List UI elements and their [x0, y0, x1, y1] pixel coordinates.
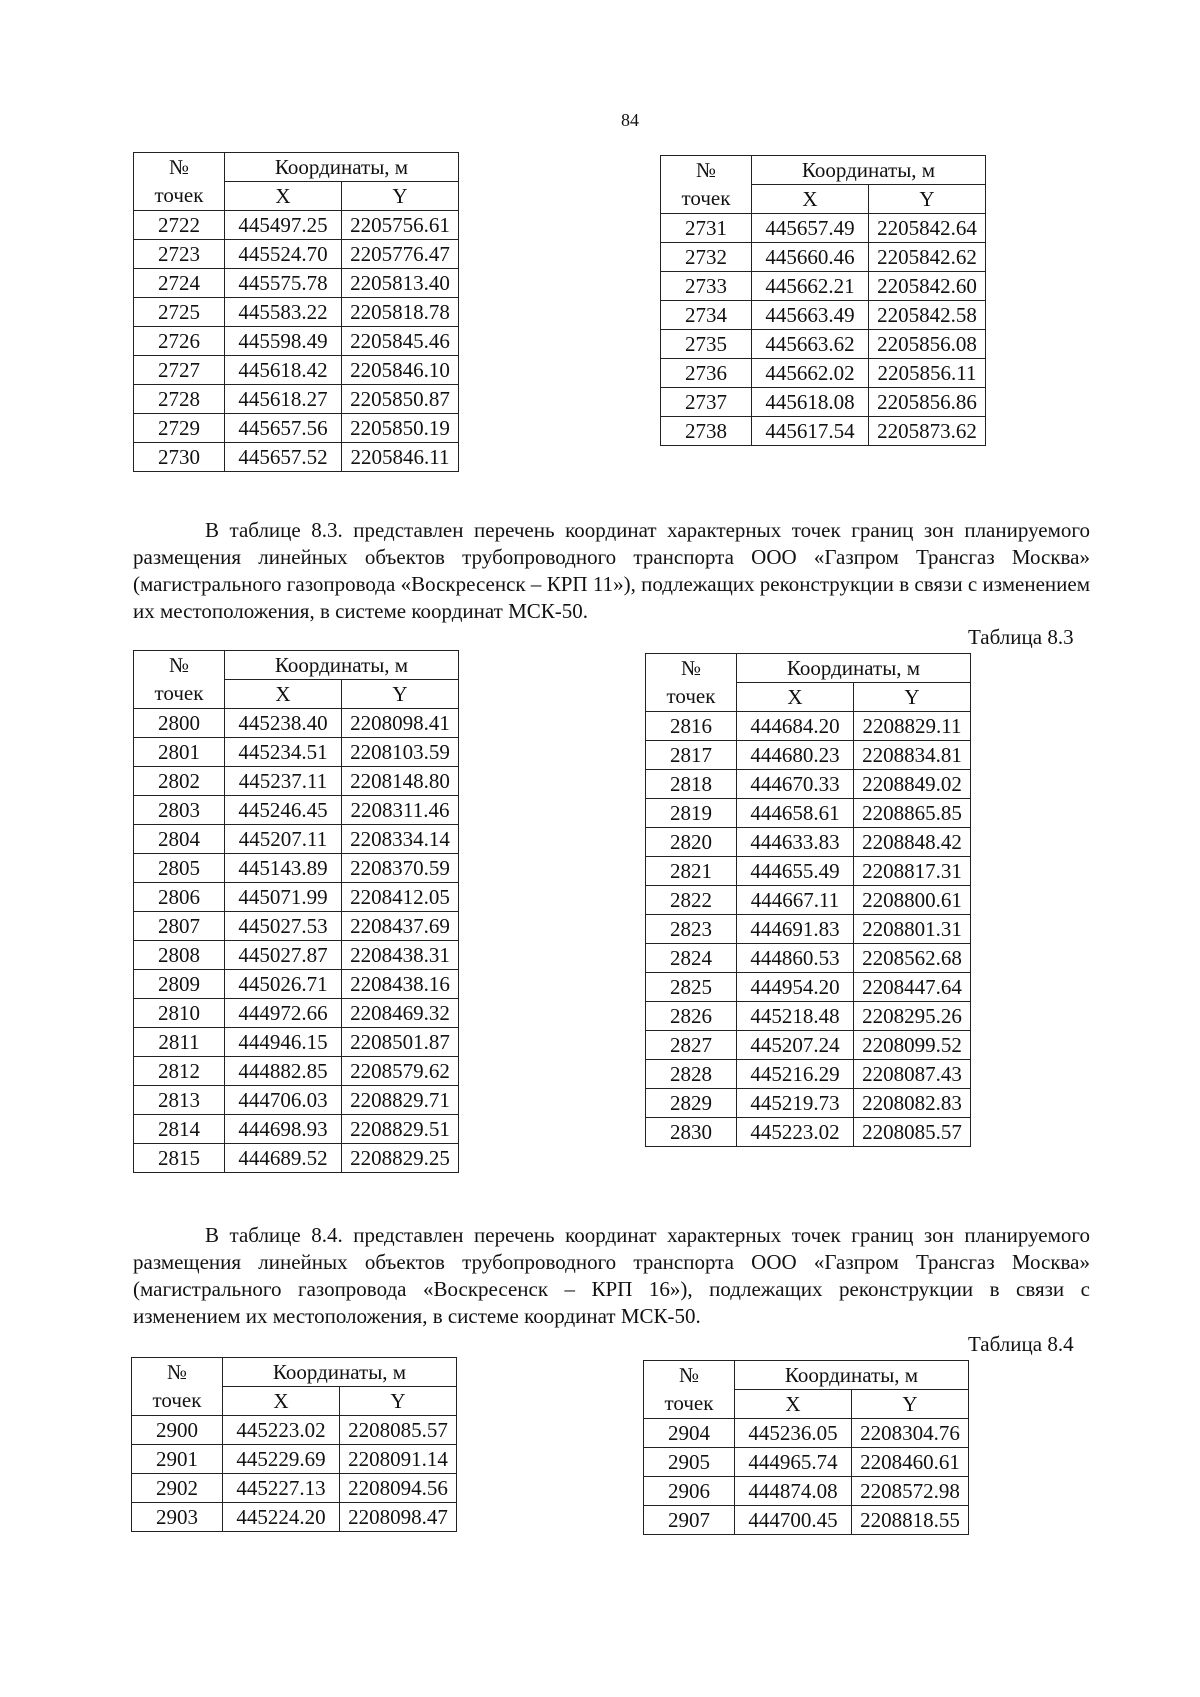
x-coordinate-cell: 445662.21 — [752, 272, 869, 301]
point-number-cell: 2728 — [134, 385, 225, 414]
point-number-cell: 2824 — [646, 944, 737, 973]
point-number-cell: 2734 — [661, 301, 752, 330]
x-coordinate-cell: 445662.02 — [752, 359, 869, 388]
y-coordinate-cell: 2205842.64 — [869, 214, 986, 243]
table-row — [646, 1002, 971, 1031]
table-row — [661, 214, 986, 243]
point-number-cell: 2811 — [134, 1028, 225, 1057]
x-coordinate-cell: 445524.70 — [225, 240, 342, 269]
paragraph-text: В таблице 8.3. представлен перечень координат характерных точек границ зон планируемого размещения линейных объектов трубопроводного транспорта ООО «Газпром Трансгаз Москва» (магистрального газопровода «Воскресенск – КРП 11»), подлежащих реконструкции в связи с изменением их местоположения, в системе координат МСК-50. — [133, 518, 1090, 623]
table-row — [661, 272, 986, 301]
table-row — [661, 359, 986, 388]
header-x: X — [737, 683, 854, 712]
coords-table-8-3-right — [645, 653, 971, 1147]
x-coordinate-cell: 445143.89 — [225, 854, 342, 883]
x-coordinate-cell: 445223.02 — [223, 1416, 340, 1445]
header-y: Y — [342, 680, 459, 709]
header-x: X — [735, 1390, 852, 1419]
table-row — [644, 1506, 969, 1535]
header-y: Y — [869, 185, 986, 214]
x-coordinate-cell: 445026.71 — [225, 970, 342, 999]
point-number-cell: 2818 — [646, 770, 737, 799]
x-coordinate-cell: 444667.11 — [737, 886, 854, 915]
table-row — [646, 1031, 971, 1060]
x-coordinate-cell: 444965.74 — [735, 1448, 852, 1477]
point-number-cell: 2814 — [134, 1115, 225, 1144]
y-coordinate-cell: 2208865.85 — [854, 799, 971, 828]
y-coordinate-cell: 2205873.62 — [869, 417, 986, 446]
table-row — [661, 243, 986, 272]
point-number-cell: 2823 — [646, 915, 737, 944]
y-coordinate-cell: 2208304.76 — [852, 1419, 969, 1448]
point-number-cell: 2809 — [134, 970, 225, 999]
x-coordinate-cell: 444882.85 — [225, 1057, 342, 1086]
point-number-cell: 2810 — [134, 999, 225, 1028]
y-coordinate-cell: 2208412.05 — [342, 883, 459, 912]
table-row — [644, 1477, 969, 1506]
point-number-cell: 2826 — [646, 1002, 737, 1031]
table-row — [646, 828, 971, 857]
y-coordinate-cell: 2205846.11 — [342, 443, 459, 472]
x-coordinate-cell: 445663.62 — [752, 330, 869, 359]
x-coordinate-cell: 445229.69 — [223, 1445, 340, 1474]
point-number-cell: 2735 — [661, 330, 752, 359]
point-number-cell: 2812 — [134, 1057, 225, 1086]
y-coordinate-cell: 2208091.14 — [340, 1445, 457, 1474]
coords-table-8-2-right — [660, 155, 986, 446]
x-coordinate-cell: 445657.52 — [225, 443, 342, 472]
coords-table-8-4-right — [643, 1360, 969, 1535]
point-number-cell: 2800 — [134, 709, 225, 738]
table-row — [646, 886, 971, 915]
x-coordinate-cell: 445583.22 — [225, 298, 342, 327]
paragraph-table-8-4-intro — [133, 1222, 1090, 1330]
point-number-cell: 2903 — [132, 1503, 223, 1532]
table-row — [661, 330, 986, 359]
point-number-cell: 2725 — [134, 298, 225, 327]
page-number: 84 — [621, 110, 639, 130]
table-row — [132, 1503, 457, 1532]
y-coordinate-cell: 2208311.46 — [342, 796, 459, 825]
point-number-cell: 2730 — [134, 443, 225, 472]
header-x: X — [223, 1387, 340, 1416]
y-coordinate-cell: 2205756.61 — [342, 211, 459, 240]
header-points: точек — [134, 182, 225, 211]
table-header-row — [134, 651, 459, 680]
point-number-cell: 2805 — [134, 854, 225, 883]
table-header-row — [134, 182, 459, 211]
coords-table-8-4-left — [131, 1357, 457, 1532]
y-coordinate-cell: 2208460.61 — [852, 1448, 969, 1477]
point-number-cell: 2803 — [134, 796, 225, 825]
header-y: Y — [852, 1390, 969, 1419]
table-row — [132, 1445, 457, 1474]
table-row — [134, 796, 459, 825]
y-coordinate-cell: 2208148.80 — [342, 767, 459, 796]
table-row — [134, 709, 459, 738]
y-coordinate-cell: 2205776.47 — [342, 240, 459, 269]
header-num: № — [134, 651, 225, 680]
point-number-cell: 2830 — [646, 1118, 737, 1147]
x-coordinate-cell: 444658.61 — [737, 799, 854, 828]
table-row — [134, 738, 459, 767]
point-number-cell: 2736 — [661, 359, 752, 388]
y-coordinate-cell: 2208829.71 — [342, 1086, 459, 1115]
table-row — [134, 443, 459, 472]
y-coordinate-cell: 2205842.62 — [869, 243, 986, 272]
y-coordinate-cell: 2208834.81 — [854, 741, 971, 770]
point-number-cell: 2723 — [134, 240, 225, 269]
point-number-cell: 2727 — [134, 356, 225, 385]
table-row — [134, 298, 459, 327]
point-number-cell: 2722 — [134, 211, 225, 240]
table-row — [134, 1086, 459, 1115]
table-row — [661, 301, 986, 330]
x-coordinate-cell: 444698.93 — [225, 1115, 342, 1144]
y-coordinate-cell: 2208800.61 — [854, 886, 971, 915]
point-number-cell: 2813 — [134, 1086, 225, 1115]
point-number-cell: 2724 — [134, 269, 225, 298]
y-coordinate-cell: 2208370.59 — [342, 854, 459, 883]
table-row — [134, 1028, 459, 1057]
x-coordinate-cell: 445497.25 — [225, 211, 342, 240]
y-coordinate-cell: 2208579.62 — [342, 1057, 459, 1086]
table-row — [646, 944, 971, 973]
x-coordinate-cell: 445216.29 — [737, 1060, 854, 1089]
table-row — [646, 799, 971, 828]
table-caption-8-4: Таблица 8.4 — [968, 1332, 1074, 1356]
y-coordinate-cell: 2205856.11 — [869, 359, 986, 388]
table-row — [661, 417, 986, 446]
x-coordinate-cell: 445598.49 — [225, 327, 342, 356]
x-coordinate-cell: 445657.56 — [225, 414, 342, 443]
y-coordinate-cell: 2208082.83 — [854, 1089, 971, 1118]
table-row — [134, 211, 459, 240]
y-coordinate-cell: 2205846.10 — [342, 356, 459, 385]
x-coordinate-cell: 445663.49 — [752, 301, 869, 330]
point-number-cell: 2817 — [646, 741, 737, 770]
y-coordinate-cell: 2208801.31 — [854, 915, 971, 944]
point-number-cell: 2901 — [132, 1445, 223, 1474]
y-coordinate-cell: 2208501.87 — [342, 1028, 459, 1057]
x-coordinate-cell: 445223.02 — [737, 1118, 854, 1147]
y-coordinate-cell: 2208829.11 — [854, 712, 971, 741]
point-number-cell: 2806 — [134, 883, 225, 912]
x-coordinate-cell: 445027.87 — [225, 941, 342, 970]
y-coordinate-cell: 2208848.42 — [854, 828, 971, 857]
x-coordinate-cell: 445027.53 — [225, 912, 342, 941]
table-row — [134, 356, 459, 385]
y-coordinate-cell: 2208437.69 — [342, 912, 459, 941]
x-coordinate-cell: 445660.46 — [752, 243, 869, 272]
x-coordinate-cell: 444684.20 — [737, 712, 854, 741]
x-coordinate-cell: 444946.15 — [225, 1028, 342, 1057]
x-coordinate-cell: 445237.11 — [225, 767, 342, 796]
point-number-cell: 2815 — [134, 1144, 225, 1173]
table-header-row — [134, 680, 459, 709]
point-number-cell: 2801 — [134, 738, 225, 767]
table-row — [661, 388, 986, 417]
point-number-cell: 2737 — [661, 388, 752, 417]
table-row — [134, 912, 459, 941]
x-coordinate-cell: 445234.51 — [225, 738, 342, 767]
table-row — [134, 883, 459, 912]
table-row — [134, 941, 459, 970]
point-number-cell: 2729 — [134, 414, 225, 443]
table-row — [644, 1448, 969, 1477]
y-coordinate-cell: 2205842.58 — [869, 301, 986, 330]
header-coordinates: Координаты, м — [737, 654, 971, 683]
coords-table-8-2-left — [133, 152, 459, 472]
x-coordinate-cell: 444954.20 — [737, 973, 854, 1002]
header-points: точек — [134, 680, 225, 709]
point-number-cell: 2905 — [644, 1448, 735, 1477]
y-coordinate-cell: 2205850.87 — [342, 385, 459, 414]
y-coordinate-cell: 2208087.43 — [854, 1060, 971, 1089]
table-header-row — [644, 1361, 969, 1390]
x-coordinate-cell: 445071.99 — [225, 883, 342, 912]
header-y: Y — [854, 683, 971, 712]
y-coordinate-cell: 2208829.25 — [342, 1144, 459, 1173]
table-row — [134, 767, 459, 796]
y-coordinate-cell: 2208438.31 — [342, 941, 459, 970]
point-number-cell: 2827 — [646, 1031, 737, 1060]
point-number-cell: 2807 — [134, 912, 225, 941]
point-number-cell: 2829 — [646, 1089, 737, 1118]
table-row — [134, 269, 459, 298]
x-coordinate-cell: 444874.08 — [735, 1477, 852, 1506]
table-row — [134, 1144, 459, 1173]
table-row — [646, 915, 971, 944]
y-coordinate-cell: 2208334.14 — [342, 825, 459, 854]
y-coordinate-cell: 2208099.52 — [854, 1031, 971, 1060]
table-row — [134, 854, 459, 883]
table-row — [134, 999, 459, 1028]
table-row — [644, 1419, 969, 1448]
header-x: X — [225, 680, 342, 709]
x-coordinate-cell: 445246.45 — [225, 796, 342, 825]
coords-table-8-3-left — [133, 650, 459, 1173]
x-coordinate-cell: 445238.40 — [225, 709, 342, 738]
point-number-cell: 2906 — [644, 1477, 735, 1506]
table-caption-8-3: Таблица 8.3 — [968, 625, 1074, 649]
y-coordinate-cell: 2205813.40 — [342, 269, 459, 298]
table-row — [646, 973, 971, 1002]
table-header-row — [646, 683, 971, 712]
header-num: № — [134, 153, 225, 182]
y-coordinate-cell: 2208829.51 — [342, 1115, 459, 1144]
table-row — [134, 825, 459, 854]
paragraph-table-8-3-intro — [133, 517, 1090, 625]
header-points: точек — [661, 185, 752, 214]
y-coordinate-cell: 2208818.55 — [852, 1506, 969, 1535]
x-coordinate-cell: 445618.42 — [225, 356, 342, 385]
point-number-cell: 2907 — [644, 1506, 735, 1535]
table-header-row — [644, 1390, 969, 1419]
y-coordinate-cell: 2205856.08 — [869, 330, 986, 359]
table-row — [134, 1115, 459, 1144]
y-coordinate-cell: 2205842.60 — [869, 272, 986, 301]
point-number-cell: 2804 — [134, 825, 225, 854]
y-coordinate-cell: 2208469.32 — [342, 999, 459, 1028]
y-coordinate-cell: 2205818.78 — [342, 298, 459, 327]
x-coordinate-cell: 445657.49 — [752, 214, 869, 243]
y-coordinate-cell: 2205856.86 — [869, 388, 986, 417]
table-row — [134, 414, 459, 443]
y-coordinate-cell: 2208098.41 — [342, 709, 459, 738]
y-coordinate-cell: 2205845.46 — [342, 327, 459, 356]
point-number-cell: 2900 — [132, 1416, 223, 1445]
header-coordinates: Координаты, м — [223, 1358, 457, 1387]
y-coordinate-cell: 2208094.56 — [340, 1474, 457, 1503]
x-coordinate-cell: 444689.52 — [225, 1144, 342, 1173]
table-row — [132, 1474, 457, 1503]
header-coordinates: Координаты, м — [735, 1361, 969, 1390]
header-y: Y — [342, 182, 459, 211]
x-coordinate-cell: 444706.03 — [225, 1086, 342, 1115]
x-coordinate-cell: 444655.49 — [737, 857, 854, 886]
point-number-cell: 2819 — [646, 799, 737, 828]
header-coordinates: Координаты, м — [225, 153, 459, 182]
x-coordinate-cell: 445617.54 — [752, 417, 869, 446]
table-row — [134, 970, 459, 999]
y-coordinate-cell: 2208447.64 — [854, 973, 971, 1002]
x-coordinate-cell: 444972.66 — [225, 999, 342, 1028]
header-points: точек — [132, 1387, 223, 1416]
header-coordinates: Координаты, м — [225, 651, 459, 680]
table-row — [646, 770, 971, 799]
point-number-cell: 2802 — [134, 767, 225, 796]
y-coordinate-cell: 2208438.16 — [342, 970, 459, 999]
header-coordinates: Координаты, м — [752, 156, 986, 185]
table-row — [646, 741, 971, 770]
x-coordinate-cell: 444670.33 — [737, 770, 854, 799]
point-number-cell: 2732 — [661, 243, 752, 272]
point-number-cell: 2904 — [644, 1419, 735, 1448]
x-coordinate-cell: 445207.24 — [737, 1031, 854, 1060]
table-header-row — [132, 1358, 457, 1387]
table-header-row — [661, 156, 986, 185]
y-coordinate-cell: 2208295.26 — [854, 1002, 971, 1031]
x-coordinate-cell: 445227.13 — [223, 1474, 340, 1503]
point-number-cell: 2902 — [132, 1474, 223, 1503]
header-num: № — [661, 156, 752, 185]
point-number-cell: 2828 — [646, 1060, 737, 1089]
x-coordinate-cell: 444700.45 — [735, 1506, 852, 1535]
y-coordinate-cell: 2208098.47 — [340, 1503, 457, 1532]
header-x: X — [752, 185, 869, 214]
point-number-cell: 2731 — [661, 214, 752, 243]
table-header-row — [661, 185, 986, 214]
point-number-cell: 2821 — [646, 857, 737, 886]
x-coordinate-cell: 445218.48 — [737, 1002, 854, 1031]
y-coordinate-cell: 2208849.02 — [854, 770, 971, 799]
table-row — [646, 712, 971, 741]
point-number-cell: 2726 — [134, 327, 225, 356]
x-coordinate-cell: 445219.73 — [737, 1089, 854, 1118]
point-number-cell: 2738 — [661, 417, 752, 446]
point-number-cell: 2808 — [134, 941, 225, 970]
x-coordinate-cell: 445207.11 — [225, 825, 342, 854]
table-row — [646, 1118, 971, 1147]
point-number-cell: 2825 — [646, 973, 737, 1002]
y-coordinate-cell: 2208103.59 — [342, 738, 459, 767]
table-row — [134, 327, 459, 356]
y-coordinate-cell: 2208817.31 — [854, 857, 971, 886]
table-row — [134, 385, 459, 414]
table-header-row — [646, 654, 971, 683]
header-points: точек — [644, 1390, 735, 1419]
table-row — [646, 1060, 971, 1089]
header-num: № — [644, 1361, 735, 1390]
x-coordinate-cell: 444860.53 — [737, 944, 854, 973]
x-coordinate-cell: 444680.23 — [737, 741, 854, 770]
point-number-cell: 2822 — [646, 886, 737, 915]
x-coordinate-cell: 445618.27 — [225, 385, 342, 414]
table-header-row — [134, 153, 459, 182]
y-coordinate-cell: 2208085.57 — [340, 1416, 457, 1445]
point-number-cell: 2733 — [661, 272, 752, 301]
table-header-row — [132, 1387, 457, 1416]
x-coordinate-cell: 444633.83 — [737, 828, 854, 857]
header-y: Y — [340, 1387, 457, 1416]
table-row — [132, 1416, 457, 1445]
y-coordinate-cell: 2208572.98 — [852, 1477, 969, 1506]
x-coordinate-cell: 445236.05 — [735, 1419, 852, 1448]
y-coordinate-cell: 2205850.19 — [342, 414, 459, 443]
y-coordinate-cell: 2208085.57 — [854, 1118, 971, 1147]
x-coordinate-cell: 444691.83 — [737, 915, 854, 944]
point-number-cell: 2816 — [646, 712, 737, 741]
x-coordinate-cell: 445575.78 — [225, 269, 342, 298]
table-row — [646, 1089, 971, 1118]
table-row — [646, 857, 971, 886]
table-row — [134, 1057, 459, 1086]
x-coordinate-cell: 445224.20 — [223, 1503, 340, 1532]
header-points: точек — [646, 683, 737, 712]
header-num: № — [646, 654, 737, 683]
header-num: № — [132, 1358, 223, 1387]
header-x: X — [225, 182, 342, 211]
paragraph-text: В таблице 8.4. представлен перечень координат характерных точек границ зон планируемого размещения линейных объектов трубопроводного транспорта ООО «Газпром Трансгаз Москва» (магистрального газопровода «Воскресенск – КРП 16»), подлежащих реконструкции в связи с изменением их местоположения, в системе координат МСК-50. — [133, 1223, 1090, 1328]
table-row — [134, 240, 459, 269]
x-coordinate-cell: 445618.08 — [752, 388, 869, 417]
y-coordinate-cell: 2208562.68 — [854, 944, 971, 973]
point-number-cell: 2820 — [646, 828, 737, 857]
